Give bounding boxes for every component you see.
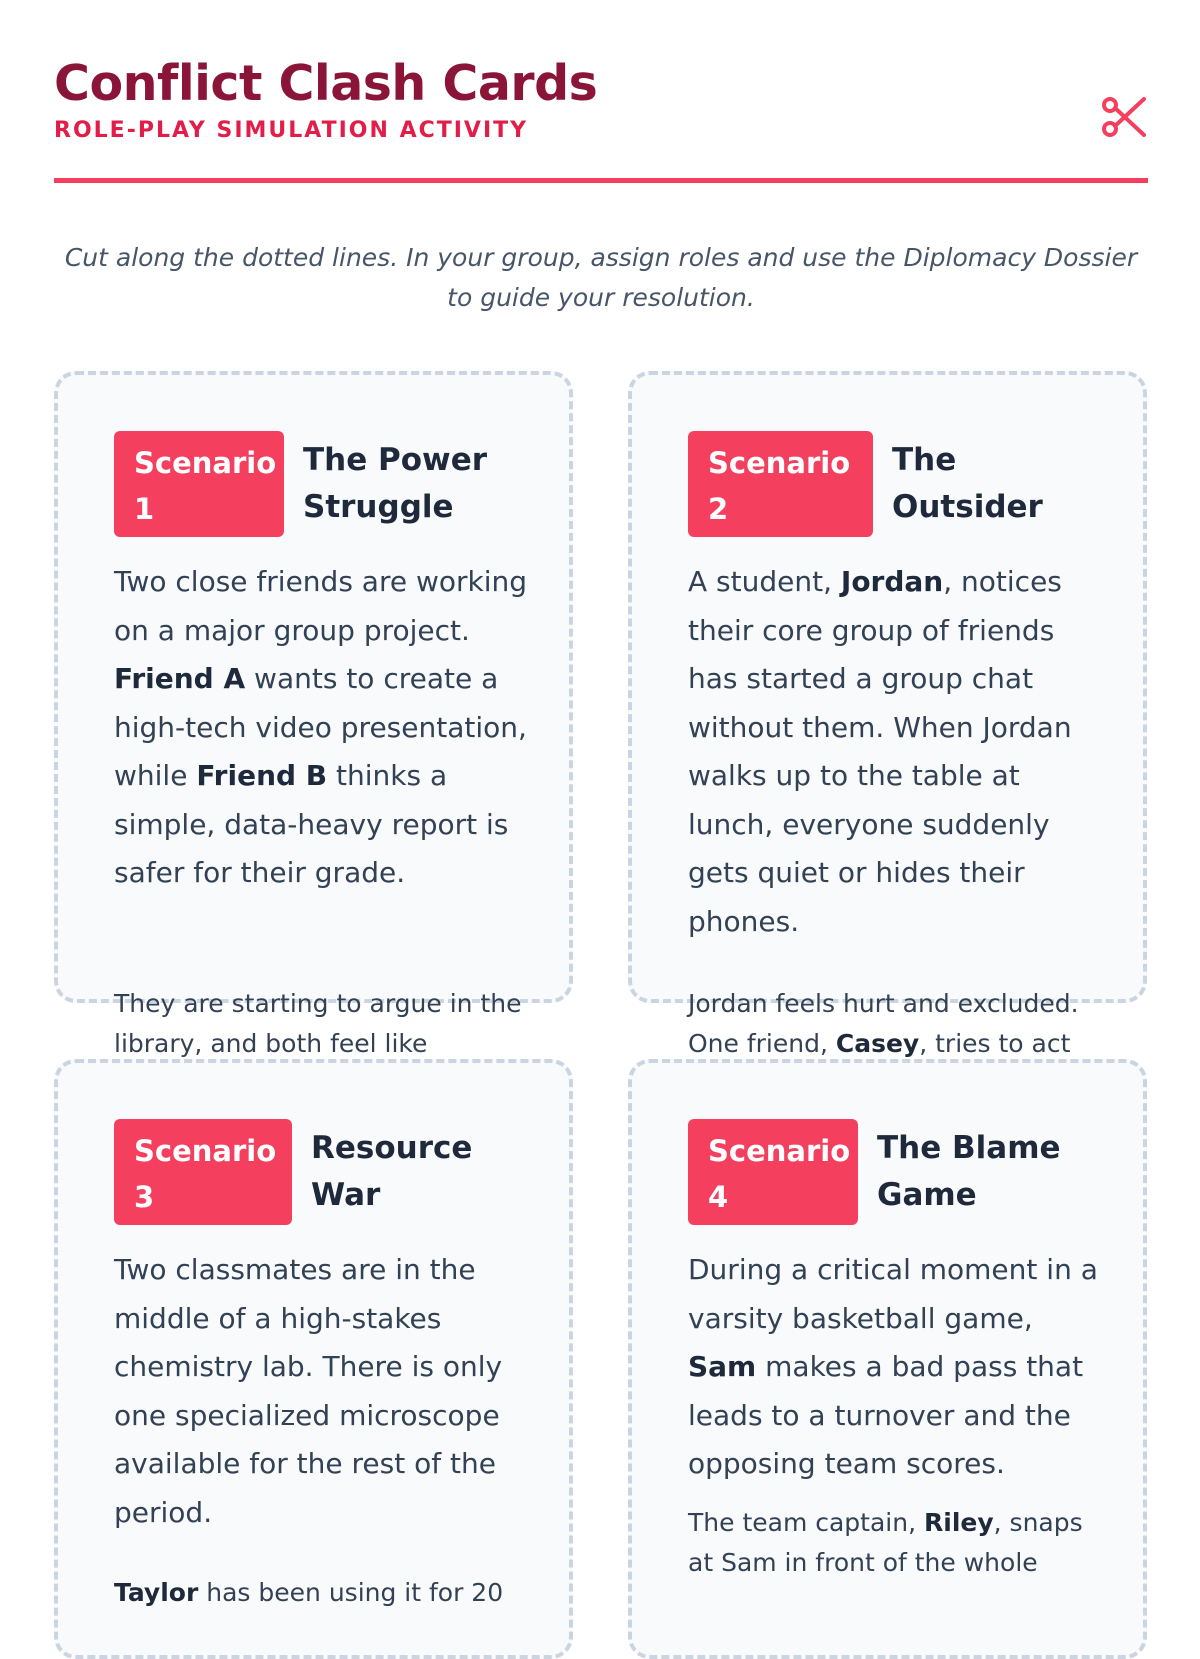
body-text-segment: They are starting to argue in the library, and both feel like bbox=[114, 989, 522, 1058]
character-name: Friend A bbox=[114, 662, 246, 695]
scenario-badge bbox=[688, 1119, 858, 1225]
body-text-segment: Two close friends are working on a major group project. bbox=[114, 565, 528, 647]
page-title: Conflict Clash Cards bbox=[54, 55, 598, 112]
scenario-badge bbox=[114, 431, 284, 537]
card-continuation bbox=[114, 984, 534, 1064]
badge-label: Scenario bbox=[134, 446, 277, 480]
scenario-card-1 bbox=[54, 371, 573, 1058]
body-text-segment: , snaps at Sam in front of the whole bbox=[688, 1508, 1083, 1577]
card-body bbox=[114, 558, 534, 898]
card-continuation bbox=[688, 1503, 1108, 1583]
scenario-badge bbox=[114, 1119, 292, 1225]
scissors-icon bbox=[1100, 93, 1148, 141]
instructions-text: Cut along the dotted lines. In your group, assign roles and use the Diplomacy Dossier to guide your resolution. bbox=[64, 243, 1138, 312]
badge-number: 1 bbox=[134, 492, 155, 526]
card-title: The Outsider bbox=[892, 442, 1043, 525]
badge-label: Scenario bbox=[134, 1134, 277, 1168]
character-name: Riley bbox=[924, 1508, 994, 1537]
card-body bbox=[688, 1246, 1108, 1489]
badge-number: 3 bbox=[134, 1180, 155, 1214]
body-text-segment: A student, bbox=[688, 565, 841, 598]
card-continuation bbox=[688, 984, 1108, 1064]
badge-number: 4 bbox=[708, 1180, 729, 1214]
body-text-segment: wants to create a high-tech video presentation, while bbox=[114, 662, 527, 792]
character-name: Jordan bbox=[840, 565, 944, 598]
body-text-segment: The team captain, bbox=[688, 1508, 924, 1537]
header-divider bbox=[54, 178, 1148, 183]
page-subtitle: ROLE-PLAY SIMULATION ACTIVITY bbox=[54, 118, 529, 143]
card-title: Resource War bbox=[311, 1130, 473, 1213]
card-title: The Power Struggle bbox=[303, 442, 488, 525]
body-text-segment: , notices their core group of friends has started a group chat without them. When Jordan walks up to the table at lunch, everyone suddenly gets quiet or hides their phones. bbox=[688, 565, 1072, 938]
scenario-card-3 bbox=[54, 1059, 573, 1659]
body-text-segment: makes a bad pass that leads to a turnover and the opposing team scores. bbox=[688, 1350, 1084, 1480]
character-name: Friend B bbox=[196, 759, 328, 792]
badge-number: 2 bbox=[708, 492, 729, 526]
page-header bbox=[54, 52, 1148, 182]
card-title: The Blame Game bbox=[877, 1130, 1061, 1213]
card-continuation bbox=[114, 1573, 534, 1613]
body-text-segment: Two classmates are in the middle of a high-stakes chemistry lab. There is only one specialized microscope available for the rest of the period. bbox=[114, 1253, 503, 1529]
character-name: Sam bbox=[688, 1350, 757, 1383]
badge-label: Scenario bbox=[708, 1134, 851, 1168]
scenario-card-4 bbox=[628, 1059, 1147, 1659]
body-text-segment: thinks a simple, data-heavy report is safer for their grade. bbox=[114, 759, 509, 889]
character-name: Taylor bbox=[114, 1578, 199, 1607]
body-text-segment: , tries to act bbox=[919, 1029, 1071, 1058]
body-text-segment: During a critical moment in a varsity basketball game, bbox=[688, 1253, 1098, 1335]
card-body bbox=[114, 1246, 534, 1537]
card-body bbox=[688, 558, 1108, 946]
body-text-segment: Jordan feels hurt and excluded. One friend, bbox=[688, 989, 1079, 1058]
body-text-segment: has been using it for 20 bbox=[198, 1578, 504, 1607]
character-name: Casey bbox=[835, 1029, 920, 1058]
scenario-card-2 bbox=[628, 371, 1147, 1058]
badge-label: Scenario bbox=[708, 446, 851, 480]
scenario-badge bbox=[688, 431, 873, 537]
